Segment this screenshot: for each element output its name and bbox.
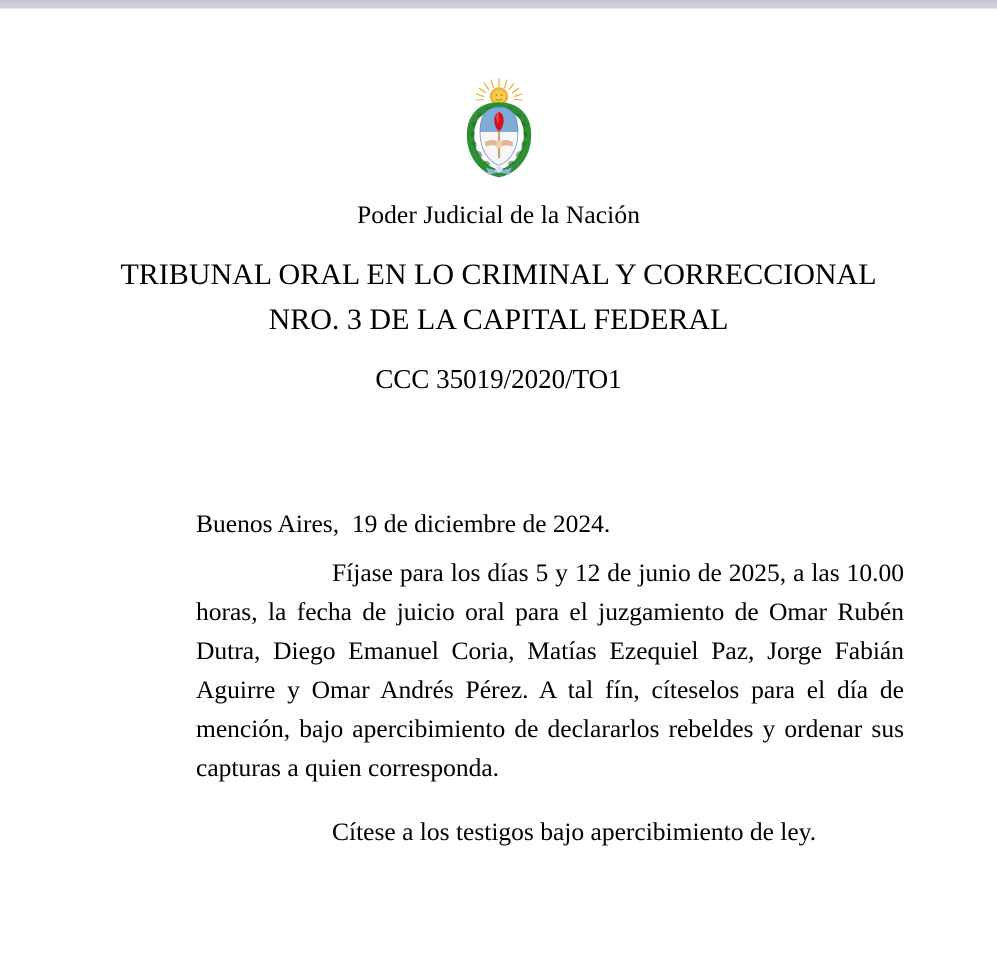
emblem-container (0, 9, 997, 179)
argentina-coat-of-arms-icon (460, 76, 538, 179)
document-header (0, 200, 997, 395)
toolbar-divider-line (0, 0, 997, 2)
pdf-viewer-toolbar-strip (0, 0, 997, 9)
paragraph-witness-summons: Cítese a los testigos bajo apercibimiento de ley. (332, 817, 817, 847)
case-number: CCC 35019/2020/TO1 (375, 363, 622, 394)
paragraph-hearing-date: Fíjase para los días 5 y 12 de junio de 2025, a las 10.00 horas, la fecha de juicio oral para el juzgamiento de Omar Rubén Dutra, Diego Emanuel Coria, Matías Ezequiel Paz, Jorge Fabián Aguirre y Omar Andrés Pérez. A tal fín, cíteselos para el día de mención, bajo apercibimiento de declararlos rebeldes y ordenar sus capturas a quien corresponda. (196, 557, 904, 782)
document-page (0, 9, 997, 978)
institution-name: Poder Judicial de la Nación (356, 200, 641, 229)
place-and-date-line: Buenos Aires, 19 de diciembre de 2024. (196, 508, 611, 538)
document-body (0, 508, 997, 851)
court-title: TRIBUNAL ORAL EN LO CRIMINAL Y CORRECCIONAL NRO. 3 DE LA CAPITAL FEDERAL (120, 257, 877, 336)
